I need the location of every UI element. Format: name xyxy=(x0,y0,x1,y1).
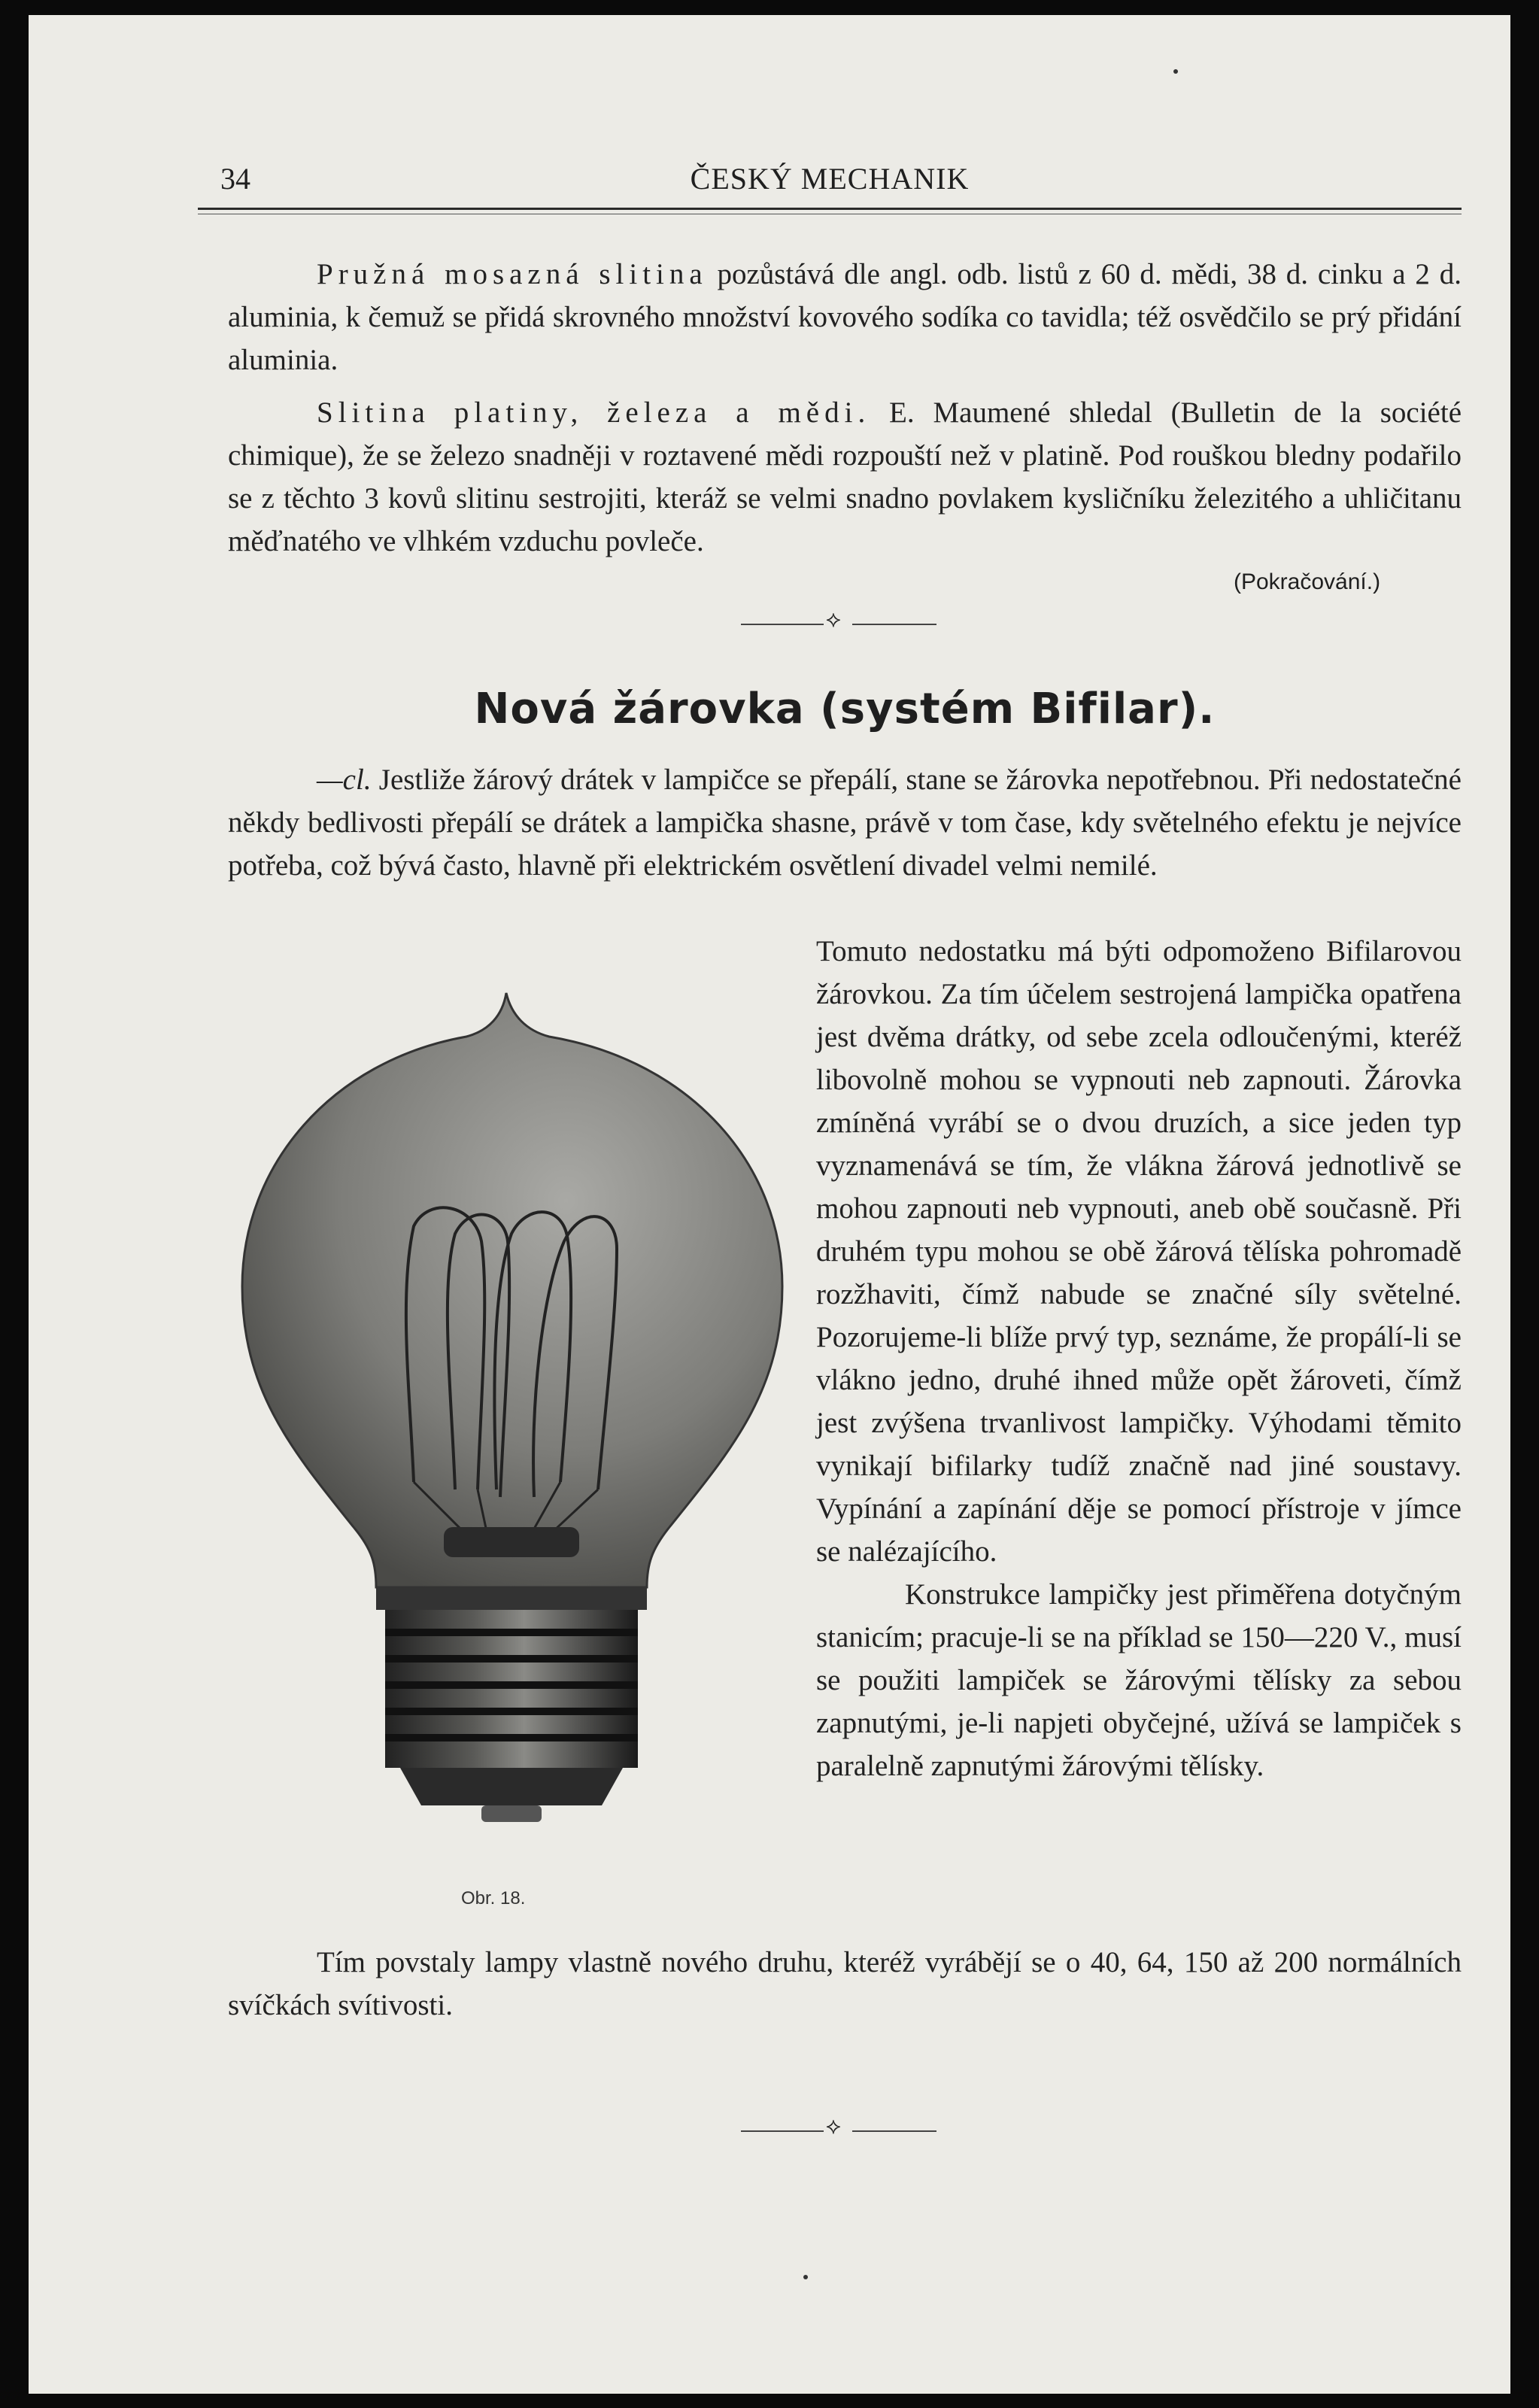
paragraph-column xyxy=(816,930,1462,1787)
print-speck xyxy=(803,2275,808,2279)
article-title: Nová žárovka (systém Bifilar). xyxy=(474,685,1216,733)
header-rule xyxy=(198,208,1462,210)
figure-caption: Obr. 18. xyxy=(461,1888,526,1908)
paragraph-construction: Konstrukce lampičky jest přiměřena dotyčným stanicím; pracuje-li se na příklad se 150—220 V., musí se použiti lampiček se žárovými tělísky za sebou zapnutými, je-li napjeti obyčejné, užívá se lampiček s paralelně zapnutými žárovými tělísky. xyxy=(816,1578,1462,1782)
paragraph-lead: Slitina platiny, železa a mědi. xyxy=(317,396,871,429)
paragraph-intro xyxy=(228,758,1462,887)
page-number: 34 xyxy=(220,162,250,196)
paragraph-brass-alloy xyxy=(228,253,1462,381)
article-author: —cl. xyxy=(317,764,372,796)
section-divider-bottom xyxy=(741,2113,936,2142)
print-speck xyxy=(1173,69,1178,74)
paragraph-body: pozůstává dle angl. odb. listů z 60 d. mědi, 38 d. cinku a 2 d. aluminia, k čemuž se přidá skrovného množství kovového sodíka co tavidla; též osvědčilo se prý přidání aluminia. xyxy=(228,258,1462,376)
journal-title: ČESKÝ MECHANIK xyxy=(690,162,970,196)
continuation-note: (Pokračování.) xyxy=(1234,569,1381,594)
paragraph-body: E. Maumené shledal (Bulletin de la société chimique), že se železo snadněji v roztavené mědi rozpouští než v platině. Pod rouškou bledny podařilo se z těchto 3 kovů slitinu sestrojiti, kteráž se velmi snadno povlakem kysličníku železitého a uhličitanu měďnatého ve vlhkém vzduchu povleče. xyxy=(228,396,1462,557)
paragraph-body: Tomuto nedostatku má býti odpomoženo Bifilarovou žárovkou. Za tím účelem sestrojená lampička opatřena jest dvěma drátky, od sebe zcela odloučenými, kteréž libovolně mohou se vypnouti neb zapnouti. Žárovka zmíněná vyrábí se o dvou druzích, a sice jeden typ vyznamenává se tím, že vlákna žárová jednotlivě se mohou zapnouti neb vypnouti, aneb obě současně. Při druhém typu mohou se obě žárová tělíska pohromadě rozžhaviti, čímž nabude se značné síly světelné. Pozorujeme-li blíže prvý typ, seznáme, že propálí-li se vlákno jedno, druhé ihned může opět žároveti, čímž jest zvýšena trvanlivost lampičky. Výhodami těmito vynikají bifilarky tudíž značně nad jiné soustavy. Vypínání a zapínání děje se pomocí přístroje v jímce se nalézajícího. xyxy=(816,935,1462,1568)
paragraph-final: Tím povstaly lampy vlastně nového druhu, kteréž vyrábějí se o 40, 64, 150 až 200 normálních svíčkách svítivosti. xyxy=(228,1946,1462,2021)
lightbulb-illustration xyxy=(226,970,805,1873)
page-header xyxy=(198,150,1462,203)
paragraph-body: Jestliže žárový drátek v lampičce se přepálí, stane se žárovka nepotřebnou. Při nedostatečné někdy bedlivosti přepálí se drátek a lampička shasne, právě v tom čase, kdy světelného efektu je nejvíce potřeba, což bývá často, hlavně při elektrickém osvětlení divadel velmi nemilé. xyxy=(228,764,1462,882)
lightbulb-figure xyxy=(226,970,805,1873)
divider-ornament-icon: ⟡ xyxy=(826,2113,841,2139)
paragraph-lead: Pružná mosazná slitina xyxy=(317,258,708,290)
section-divider xyxy=(741,606,936,636)
divider-ornament-icon: ⟡ xyxy=(826,606,841,633)
paragraph-platinum-alloy xyxy=(228,391,1462,563)
